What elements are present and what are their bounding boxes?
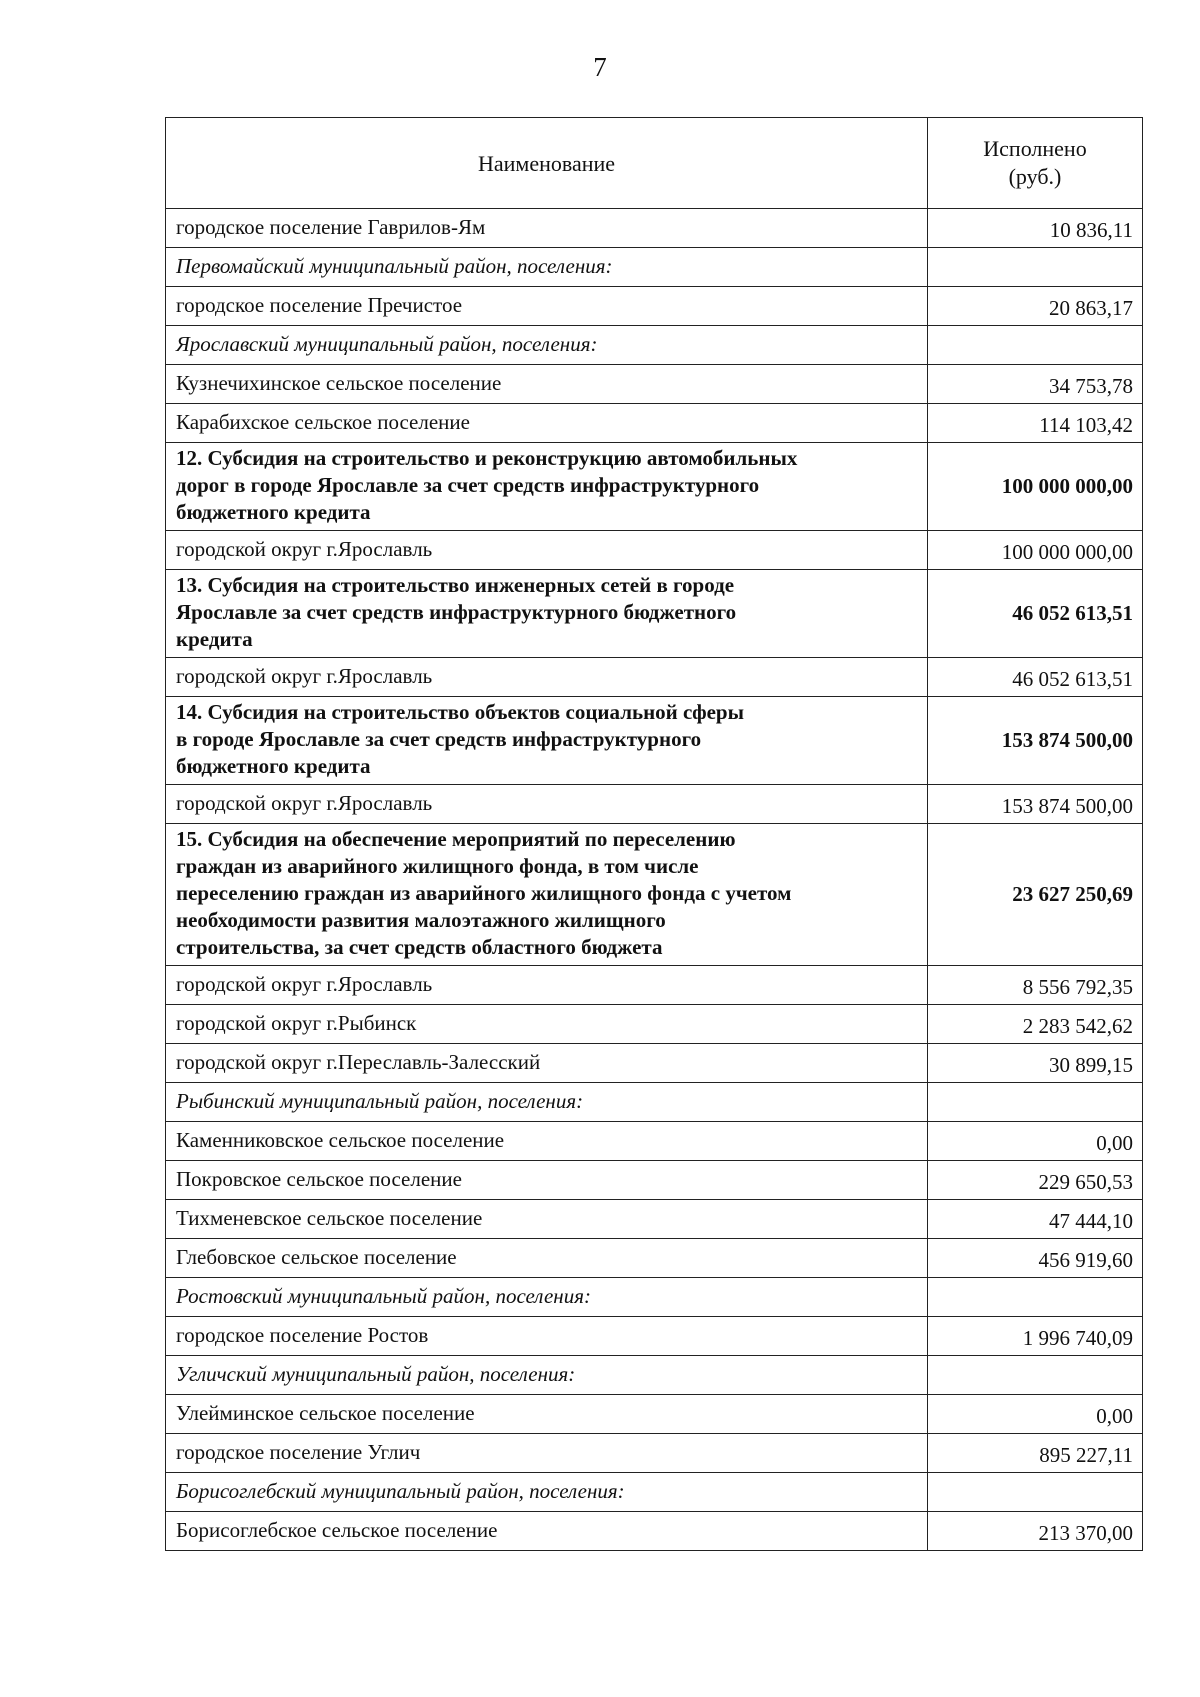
row-value: 47 444,10 <box>928 1200 1143 1239</box>
row-value <box>928 1278 1143 1317</box>
table-row <box>166 966 1143 1005</box>
row-name <box>166 697 928 785</box>
table-row <box>166 365 1143 404</box>
district-heading-row <box>166 1083 1143 1122</box>
row-value: 153 874 500,00 <box>928 785 1143 824</box>
table-row <box>166 1122 1143 1161</box>
row-value: 46 052 613,51 <box>928 658 1143 697</box>
row-name-line: Ярославле за счет средств инфраструктурного бюджетного <box>176 600 737 624</box>
row-name: Каменниковское сельское поселение <box>166 1122 928 1161</box>
table-row <box>166 531 1143 570</box>
row-value <box>928 1473 1143 1512</box>
budget-execution-table <box>165 117 1143 1551</box>
table-row <box>166 1005 1143 1044</box>
row-value: 229 650,53 <box>928 1161 1143 1200</box>
row-name: городской округ г.Ярославль <box>166 966 928 1005</box>
table-row <box>166 1317 1143 1356</box>
row-value <box>928 326 1143 365</box>
subsidy-row <box>166 570 1143 658</box>
row-name: Борисоглебское сельское поселение <box>166 1512 928 1551</box>
row-name-line: бюджетного кредита <box>176 500 371 524</box>
row-name-line: кредита <box>176 627 253 651</box>
district-heading-row <box>166 1278 1143 1317</box>
row-value <box>928 1356 1143 1395</box>
row-name: Рыбинский муниципальный район, поселения: <box>166 1083 928 1122</box>
table-row <box>166 1239 1143 1278</box>
table-row <box>166 785 1143 824</box>
row-value: 100 000 000,00 <box>928 531 1143 570</box>
row-name: городской округ г.Ярославль <box>166 531 928 570</box>
row-name-line: граждан из аварийного жилищного фонда, в том числе <box>176 854 699 878</box>
row-value: 213 370,00 <box>928 1512 1143 1551</box>
row-name-line: в городе Ярославле за счет средств инфраструктурного <box>176 727 702 751</box>
row-name: Угличский муниципальный район, поселения: <box>166 1356 928 1395</box>
row-name <box>166 443 928 531</box>
row-name-line: 13. Субсидия на строительство инженерных сетей в городе <box>176 573 735 597</box>
row-value: 30 899,15 <box>928 1044 1143 1083</box>
row-name: городское поселение Пречистое <box>166 287 928 326</box>
row-name: Тихменевское сельское поселение <box>166 1200 928 1239</box>
row-name: Улейминское сельское поселение <box>166 1395 928 1434</box>
row-value: 153 874 500,00 <box>928 697 1143 785</box>
row-value: 23 627 250,69 <box>928 824 1143 966</box>
row-name: городской округ г.Переславль-Залесский <box>166 1044 928 1083</box>
header-executed-line1: Исполнено <box>983 136 1087 161</box>
row-name: Ярославский муниципальный район, поселения: <box>166 326 928 365</box>
table-row <box>166 1161 1143 1200</box>
row-value: 895 227,11 <box>928 1434 1143 1473</box>
row-name-line: строительства, за счет средств областного бюджета <box>176 935 663 959</box>
row-value <box>928 248 1143 287</box>
row-value: 100 000 000,00 <box>928 443 1143 531</box>
row-value: 34 753,78 <box>928 365 1143 404</box>
row-value: 1 996 740,09 <box>928 1317 1143 1356</box>
row-name: Карабихское сельское поселение <box>166 404 928 443</box>
row-name: городское поселение Гаврилов-Ям <box>166 209 928 248</box>
row-name <box>166 824 928 966</box>
row-value: 0,00 <box>928 1122 1143 1161</box>
row-value: 20 863,17 <box>928 287 1143 326</box>
page-number: 7 <box>593 52 607 82</box>
row-value: 0,00 <box>928 1395 1143 1434</box>
row-name-line: необходимости развития малоэтажного жилищного <box>176 908 666 932</box>
district-heading-row <box>166 1473 1143 1512</box>
row-value: 10 836,11 <box>928 209 1143 248</box>
row-name: городской округ г.Ярославль <box>166 785 928 824</box>
row-value: 456 919,60 <box>928 1239 1143 1278</box>
row-name: Покровское сельское поселение <box>166 1161 928 1200</box>
table-row <box>166 1434 1143 1473</box>
row-name: Первомайский муниципальный район, поселения: <box>166 248 928 287</box>
row-value <box>928 1083 1143 1122</box>
row-name-line: 12. Субсидия на строительство и реконструкцию автомобильных <box>176 446 798 470</box>
district-heading-row <box>166 326 1143 365</box>
row-name: городской округ г.Ярославль <box>166 658 928 697</box>
header-executed-line2: (руб.) <box>1008 164 1062 189</box>
table-row <box>166 1395 1143 1434</box>
table-body <box>166 209 1143 1551</box>
row-name-line: 15. Субсидия на обеспечение мероприятий по переселению <box>176 827 736 851</box>
table-row <box>166 287 1143 326</box>
row-name-line: переселению граждан из аварийного жилищного фонда с учетом <box>176 881 792 905</box>
row-name: Кузнечихинское сельское поселение <box>166 365 928 404</box>
row-name: городское поселение Углич <box>166 1434 928 1473</box>
row-name-line: 14. Субсидия на строительство объектов социальной сферы <box>176 700 745 724</box>
row-value: 114 103,42 <box>928 404 1143 443</box>
row-value: 2 283 542,62 <box>928 1005 1143 1044</box>
row-name-line: бюджетного кредита <box>176 754 371 778</box>
row-name <box>166 570 928 658</box>
district-heading-row <box>166 1356 1143 1395</box>
row-name: городской округ г.Рыбинск <box>166 1005 928 1044</box>
table-row <box>166 1044 1143 1083</box>
header-name: Наименование <box>166 118 928 209</box>
table-row <box>166 404 1143 443</box>
row-name: Глебовское сельское поселение <box>166 1239 928 1278</box>
table-row <box>166 1512 1143 1551</box>
table-row <box>166 658 1143 697</box>
row-value: 46 052 613,51 <box>928 570 1143 658</box>
subsidy-row <box>166 443 1143 531</box>
header-executed <box>928 118 1143 209</box>
row-name: городское поселение Ростов <box>166 1317 928 1356</box>
row-value: 8 556 792,35 <box>928 966 1143 1005</box>
table-row <box>166 209 1143 248</box>
subsidy-row <box>166 824 1143 966</box>
table-header-row <box>166 118 1143 209</box>
subsidy-row <box>166 697 1143 785</box>
row-name-line: дорог в городе Ярославле за счет средств инфраструктурного <box>176 473 760 497</box>
table-row <box>166 1200 1143 1239</box>
row-name: Борисоглебский муниципальный район, поселения: <box>166 1473 928 1512</box>
row-name: Ростовский муниципальный район, поселения: <box>166 1278 928 1317</box>
district-heading-row <box>166 248 1143 287</box>
